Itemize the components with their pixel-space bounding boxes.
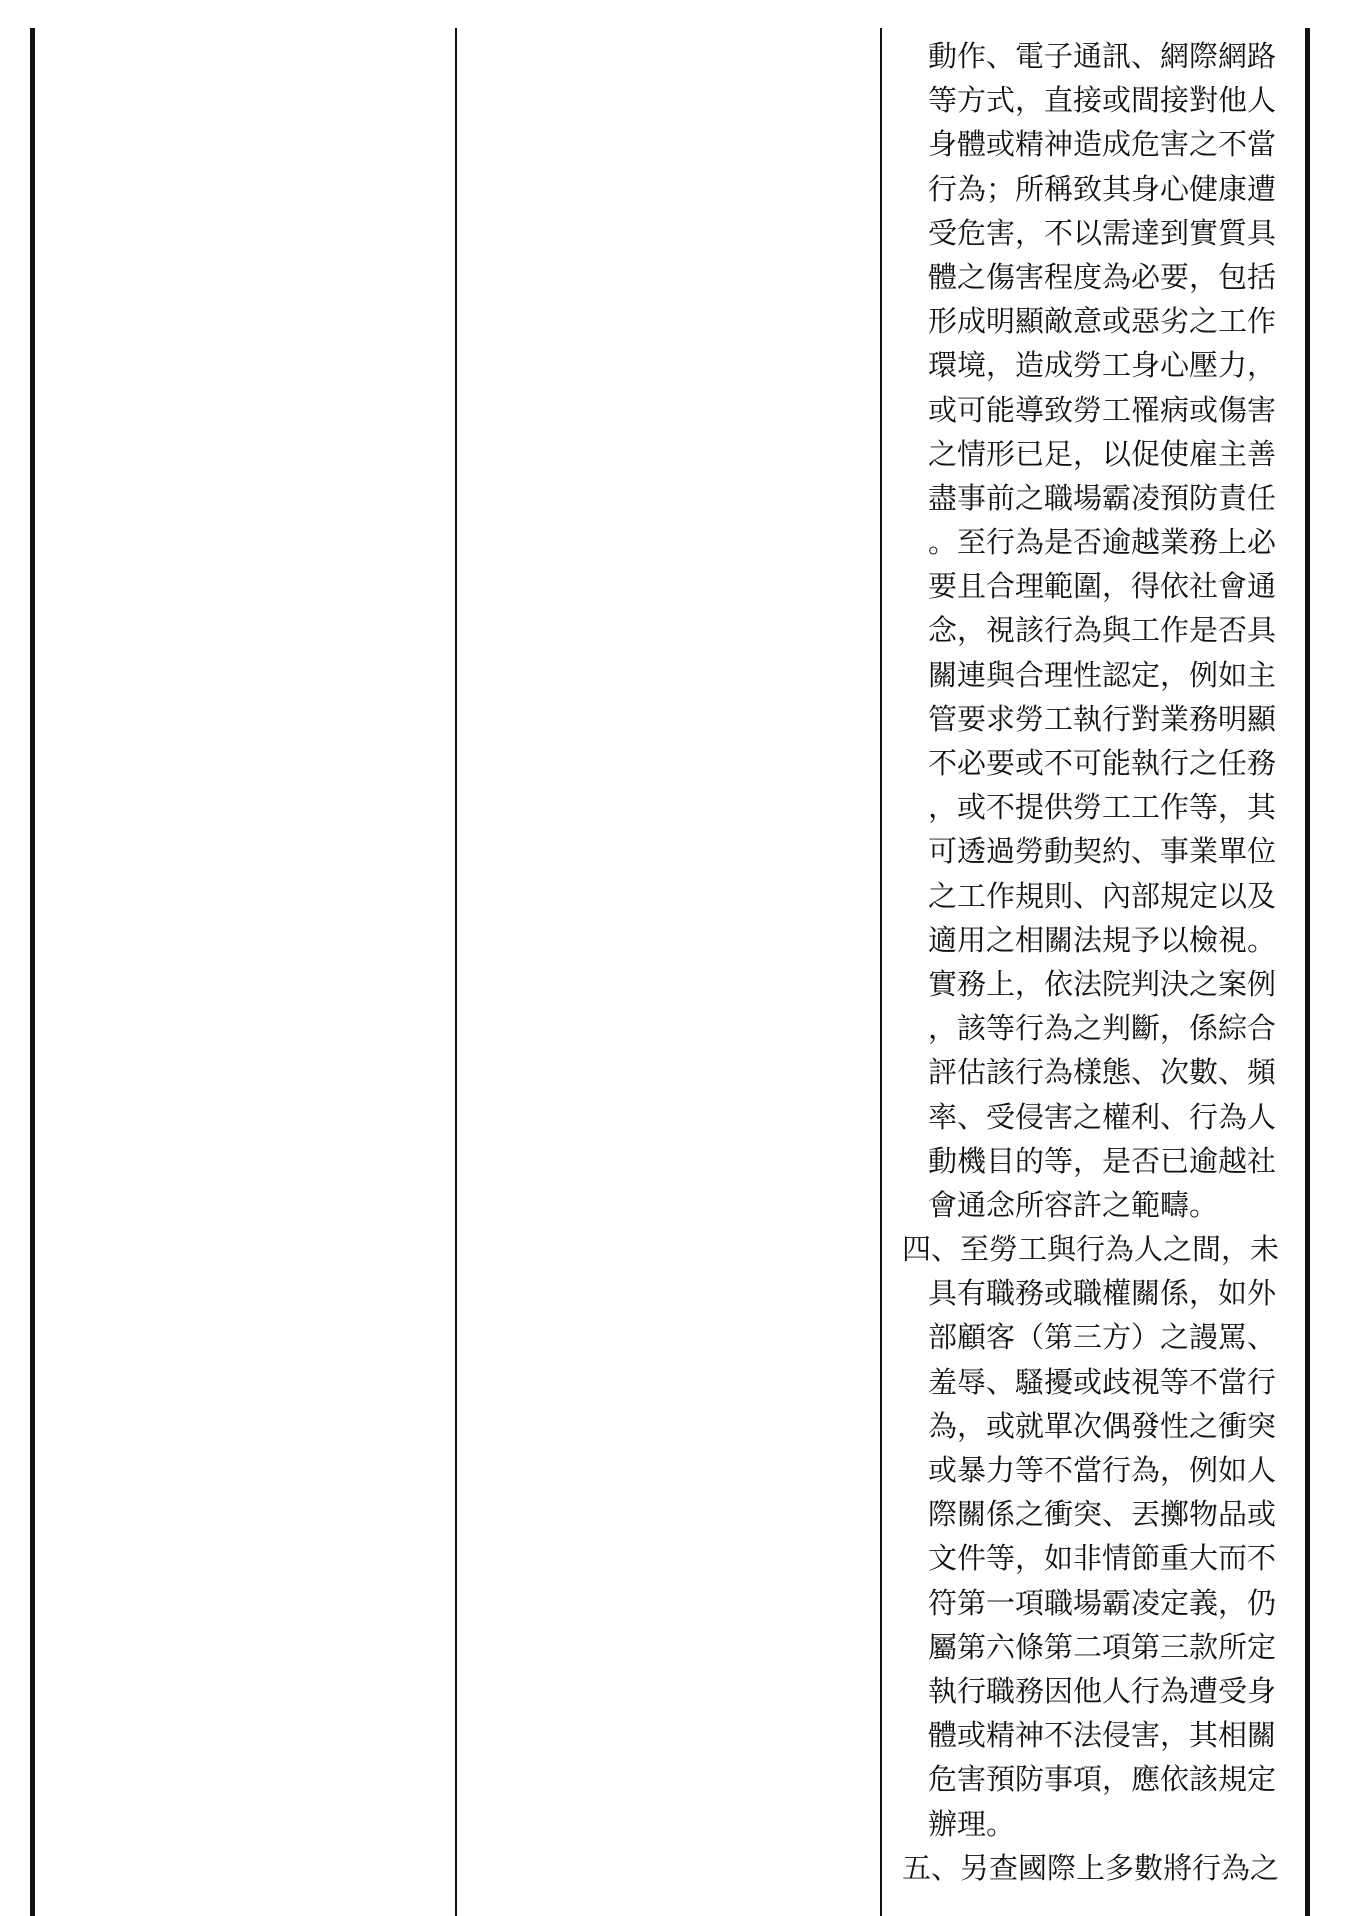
text-line: 執行職務因他人行為遭受身 [928,1673,1277,1708]
text-line: 會通念所容許之範疇。 [928,1187,1219,1222]
text-line: 具有職務或職權關係，如外 [928,1276,1277,1311]
explanation-paragraph-4 [882,1227,1305,1846]
text-line: ，或不提供勞工工作等，其 [928,790,1277,825]
text-line: 率、受侵害之權利、行為人 [928,1099,1277,1134]
text-line: 適用之相關法規予以檢視。 [928,922,1277,957]
text-line: 可透過勞動契約、事業單位 [928,834,1277,869]
text-line: 不必要或不可能執行之任務 [928,746,1277,780]
text-line: 動機目的等，是否已逾越社 [928,1143,1277,1178]
paragraph-first-line: 四、至勞工與行為人之間，未 [902,1232,1280,1267]
text-line: 等方式，直接或間接對他人 [928,83,1277,118]
text-line: 或可能導致勞工罹病或傷害 [928,392,1277,427]
text-line: 羞辱、騷擾或歧視等不當行 [928,1364,1277,1399]
text-line: 體或精神不法侵害，其相關 [928,1718,1277,1753]
text-line: 盡事前之職場霸凌預防責任 [928,480,1277,515]
text-line: 行為；所稱致其身心健康遭 [928,171,1277,206]
text-line: 環境，造成勞工身心壓力， [928,348,1277,383]
explanation-paragraph-3-continued [882,34,1305,1227]
text-line: 文件等，如非情節重大而不 [928,1541,1277,1576]
text-line: 或暴力等不當行為，例如人 [928,1453,1277,1487]
text-line: 部顧客（第三方）之謾罵、 [928,1320,1277,1355]
text-line: 之工作規則、內部規定以及 [928,878,1277,913]
text-line: ，該等行為之判斷，係綜合 [928,1011,1277,1046]
text-line: 符第一項職場霸凌定義，仍 [928,1585,1277,1620]
text-line: 形成明顯敵意或惡劣之工作 [928,304,1277,339]
text-line: 管要求勞工執行對業務明顯 [928,701,1277,736]
paragraph-first-line: 五、另查國際上多數將行為之 [902,1850,1280,1885]
text-line: 之情形已足，以促使雇主善 [928,436,1277,471]
text-line: 評估該行為樣態、次數、頻 [928,1055,1277,1090]
text-line: 受危害，不以需達到實質具 [928,215,1277,250]
table-cell-column-1 [35,28,455,1916]
text-line: 念，視該行為與工作是否具 [928,613,1277,648]
table-cell-column-2 [457,28,880,1916]
table-cell-explanation [882,28,1305,1916]
text-line: 動作、電子通訊、網際網路 [928,39,1277,73]
text-line: 體之傷害程度為必要，包括 [928,259,1277,294]
text-line: 屬第六條第二項第三款所定 [928,1629,1277,1664]
text-line: 為，或就單次偶發性之衝突 [928,1408,1277,1443]
explanation-paragraph-5 [882,1846,1305,1890]
table-border-right [1305,28,1310,1916]
text-line: 辦理。 [928,1806,1016,1841]
text-line: 關連與合理性認定，例如主 [928,657,1277,692]
text-line: 身體或精神造成危害之不當 [928,127,1277,162]
text-line: 際關係之衝突、丟擲物品或 [928,1497,1277,1532]
text-line: 。至行為是否逾越業務上必 [928,525,1277,560]
text-line: 危害預防事項，應依該規定 [928,1762,1277,1797]
text-line: 要且合理範圍，得依社會通 [928,569,1277,604]
text-line: 實務上，依法院判決之案例 [928,966,1277,1001]
